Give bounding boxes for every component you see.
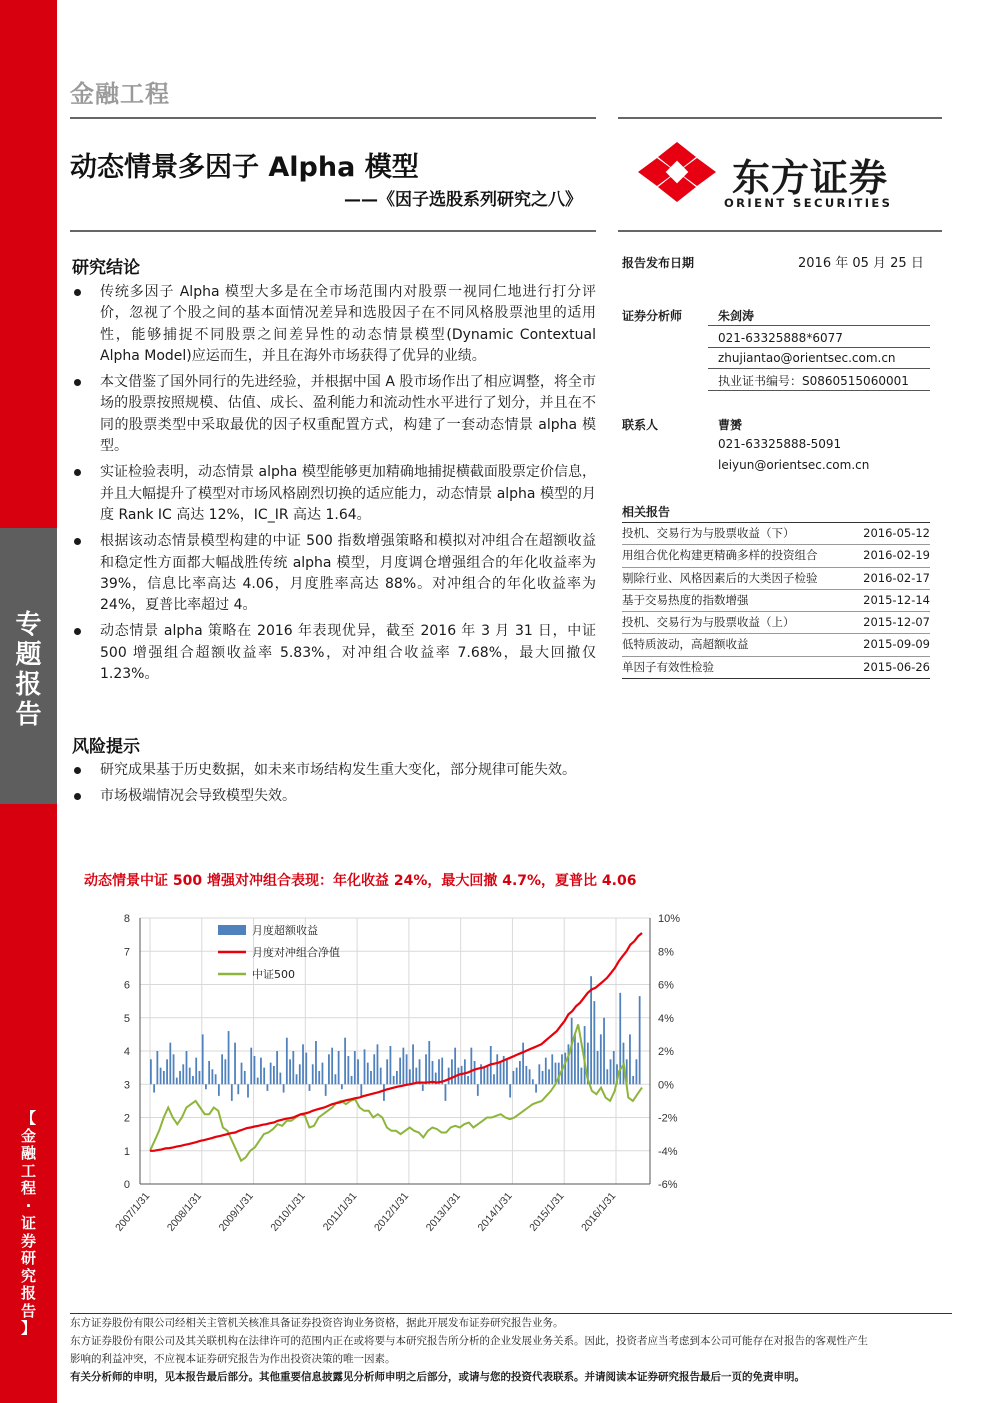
excess-return-bar [590, 976, 592, 1084]
list-item: 研究成果基于历史数据，如未来市场结构发生重大变化，部分规律可能失效。 [72, 760, 596, 781]
excess-return-bar [419, 1059, 421, 1084]
footer-disclaimer: 有关分析师的申明，见本报告最后部分。其他重要信息披露见分析师申明之后部分，或请与您的投资代表联系。并请阅读本证券研究报告最后一页的免责申明。 [70, 1371, 805, 1383]
list-item[interactable]: 投机、交易行为与股票收益（上） 2015-12-07 [622, 612, 930, 634]
excess-return-bar [581, 1068, 583, 1085]
chart-title: 动态情景中证 500 增强对冲组合表现：年化收益 24%，最大回撤 4.7%，夏普比 4.06 [84, 873, 637, 889]
excess-return-bar [613, 1051, 615, 1084]
header-rule-right [618, 117, 942, 119]
risks-list [72, 760, 596, 813]
excess-return-bar [309, 1084, 311, 1091]
excess-return-bar [373, 1054, 375, 1084]
footer-line: 影响的利益冲突，不应视本证券研究报告为作出投资决策的唯一因素。 [70, 1353, 396, 1365]
analyst-email[interactable]: zhujiantao@orientsec.com.cn [718, 351, 896, 365]
excess-return-bar [241, 1063, 243, 1085]
excess-return-bar [364, 1049, 366, 1084]
excess-return-bar [166, 1059, 168, 1084]
footer-line: 东方证券股份有限公司经相关主管机关核准具备证券投资咨询业务资格，据此开展发布证券研究报告业务。 [70, 1317, 564, 1329]
orient-logo-icon [636, 140, 718, 204]
excess-return-bar [283, 1084, 285, 1092]
title-rule-right [618, 230, 942, 232]
excess-return-bar [341, 1084, 343, 1089]
list-item: 实证检验表明，动态情景 alpha 模型能够更加精确地捕捉横截面股票定价信息，并且大幅提升了模型对市场风格剧烈切换的适应能力，动态情景 alpha 模型的月度 Rank IC 高达 12%，IC_IR 高达 1.64。 [72, 462, 596, 526]
excess-return-bar [470, 1048, 472, 1085]
y-tick-label-left: 2 [123, 1112, 130, 1125]
analyst-label: 证券分析师 [622, 309, 683, 323]
publish-date: 2016 年 05 月 25 日 [798, 256, 924, 271]
x-tick-label: 2014/1/31 [475, 1190, 515, 1234]
excess-return-bar [506, 1059, 508, 1084]
excess-return-bar [231, 1084, 233, 1101]
excess-return-bar [347, 1056, 349, 1084]
excess-return-bar [163, 1071, 165, 1084]
legend-label: 中证500 [252, 968, 295, 981]
excess-return-bar [383, 1084, 385, 1101]
x-tick-label: 2012/1/31 [371, 1190, 412, 1234]
x-tick-label: 2008/1/31 [164, 1190, 205, 1234]
excess-return-bar [315, 1041, 317, 1084]
excess-return-bar [179, 1071, 181, 1084]
excess-return-bar [380, 1068, 382, 1085]
excess-return-bar [199, 1071, 201, 1084]
excess-return-bar [606, 1069, 608, 1084]
divider [708, 325, 930, 326]
conclusions-list [72, 282, 596, 690]
excess-return-bar [279, 1073, 281, 1085]
excess-return-bar [176, 1078, 178, 1085]
excess-return-bar [354, 1051, 356, 1084]
x-tick-label: 2007/1/31 [113, 1190, 153, 1234]
excess-return-bar [390, 1046, 392, 1084]
excess-return-bar [335, 1074, 337, 1084]
excess-return-bar [509, 1084, 511, 1097]
excess-return-bar [493, 1074, 495, 1084]
excess-return-bar [215, 1074, 217, 1084]
bullet-icon [74, 793, 81, 800]
excess-return-bar [234, 1043, 236, 1085]
excess-return-bar [496, 1054, 498, 1084]
excess-return-bar [448, 1068, 450, 1085]
list-item: 市场极端情况会导致模型失效。 [72, 786, 596, 807]
excess-return-bar [545, 1058, 547, 1085]
excess-return-bar [593, 1001, 595, 1084]
y-tick-label-left: 7 [123, 946, 130, 959]
excess-return-bar [438, 1059, 440, 1084]
bullet-icon [74, 628, 81, 635]
y-tick-label-left: 5 [123, 1012, 130, 1025]
title-rule-left [70, 230, 596, 232]
excess-return-bar [603, 1018, 605, 1085]
excess-return-bar [257, 1078, 259, 1085]
y-tick-label-left: 8 [123, 913, 130, 925]
logo-english: ORIENT SECURITIES [724, 196, 893, 210]
excess-return-bar [270, 1063, 272, 1085]
contact-name: 曹赟 [718, 418, 743, 432]
excess-return-bar [370, 1071, 372, 1084]
excess-return-bar [212, 1069, 214, 1084]
publish-date-label: 报告发布日期 [622, 256, 695, 270]
excess-return-bar [221, 1054, 223, 1084]
excess-return-bar [273, 1066, 275, 1084]
excess-return-bar [477, 1084, 479, 1096]
excess-return-bar [299, 1064, 301, 1084]
excess-return-bar [432, 1061, 434, 1084]
excess-return-bar [525, 1066, 527, 1084]
excess-return-bar [218, 1084, 220, 1096]
related-reports-title: 相关报告 [622, 505, 671, 519]
x-tick-label: 2015/1/31 [527, 1190, 567, 1234]
excess-return-bar [305, 1053, 307, 1085]
excess-return-bar [532, 1079, 534, 1084]
excess-return-bar [422, 1084, 424, 1091]
x-tick-label: 2011/1/31 [320, 1190, 360, 1234]
risks-heading: 风险提示 [72, 737, 140, 757]
y-tick-label-right: 0% [658, 1079, 674, 1092]
excess-return-bar [632, 1076, 634, 1084]
side-series-label: 【 金 融 工 程 · 证 券 研 究 报 告 】 [20, 1109, 36, 1337]
excess-return-bar [551, 1054, 553, 1084]
list-item[interactable]: 基于交易热度的指数增强 2015-12-14 [622, 590, 930, 612]
excess-return-bar [500, 1063, 502, 1085]
excess-return-bar [406, 1054, 408, 1084]
excess-return-bar [487, 1066, 489, 1084]
excess-return-bar [169, 1043, 171, 1085]
excess-return-bar [331, 1048, 333, 1085]
excess-return-bar [396, 1071, 398, 1084]
list-item[interactable]: 投机、交易行为与股票收益（下） 2016-05-12 [622, 523, 930, 545]
excess-return-bar [195, 1058, 197, 1085]
excess-return-bar [328, 1054, 330, 1084]
list-item: 本文借鉴了国外同行的先进经验，并根据中国 A 股市场作出了相应调整，将全市场的股票按照规模、估值、成长、盈利能力和流动性水平进行了划分，并且在不同的股票类型中采取最优的因子权重配置方式，构建了一套动态情景 alpha 模型。 [72, 372, 596, 457]
excess-return-bar [571, 1018, 573, 1085]
y-tick-label-left: 1 [123, 1145, 130, 1158]
excess-return-bar [535, 1084, 537, 1092]
excess-return-bar [318, 1071, 320, 1084]
excess-return-bar [516, 1068, 518, 1085]
footer-line: 东方证券股份有限公司及其关联机构在法律许可的范围内正在或将要与本研究报告所分析的企业发展业务关系。因此，投资者应当考虑到本公司可能存在对报告的客观性产生 [70, 1335, 868, 1347]
y-tick-label-right: 8% [658, 946, 674, 959]
excess-return-bar [474, 1061, 476, 1084]
excess-return-bar [629, 1034, 631, 1084]
list-item[interactable]: 单因子有效性检验 2015-06-26 [622, 657, 930, 679]
y-tick-label-right: 6% [658, 979, 674, 992]
y-tick-label-right: 10% [658, 913, 681, 925]
legend-swatch [218, 925, 246, 935]
excess-return-bar [513, 1071, 515, 1084]
divider [708, 368, 930, 369]
conclusions-heading: 研究结论 [72, 258, 140, 278]
x-tick-label: 2013/1/31 [423, 1190, 463, 1234]
excess-return-bar [464, 1059, 466, 1084]
excess-return-bar [286, 1038, 288, 1085]
excess-return-bar [451, 1059, 453, 1084]
excess-return-bar [276, 1051, 278, 1084]
analyst-cert: 执业证书编号：S0860515060001 [718, 374, 909, 388]
analyst-name: 朱剑涛 [718, 309, 755, 323]
excess-return-bar [574, 1034, 576, 1084]
list-item[interactable]: 剔除行业、风格因素后的大类因子检验 2016-02-17 [622, 568, 930, 590]
excess-return-bar [542, 1071, 544, 1084]
analyst-phone: 021-63325888*6077 [718, 331, 843, 345]
excess-return-bar [351, 1076, 353, 1084]
excess-return-bar [454, 1048, 456, 1085]
excess-return-bar [263, 1068, 265, 1085]
list-item: 动态情景 alpha 策略在 2016 年表现优异，截至 2016 年 3 月 31 日，中证 500 增强组合超额收益率 5.83%，对冲组合收益率 7.68%，最大回撤仅 1.23%。 [72, 621, 596, 685]
excess-return-bar [296, 1074, 298, 1084]
excess-return-bar [610, 1059, 612, 1084]
excess-return-bar [597, 1051, 599, 1084]
bullet-icon [74, 538, 81, 545]
excess-return-bar [522, 1043, 524, 1085]
excess-return-bar [267, 1084, 269, 1091]
contact-email[interactable]: leiyun@orientsec.com.cn [718, 458, 870, 472]
excess-return-bar [600, 1034, 602, 1084]
excess-return-bar [428, 1041, 430, 1084]
excess-return-bar [224, 1059, 226, 1084]
report-subtitle: ——《因子选股系列研究之八》 [344, 190, 582, 210]
excess-return-bar [254, 1056, 256, 1084]
bullet-icon [74, 469, 81, 476]
y-tick-label-right: 2% [658, 1046, 674, 1058]
excess-return-bar [636, 1059, 638, 1084]
excess-return-bar [519, 1061, 521, 1084]
report-title: 动态情景多因子 Alpha 模型 [70, 152, 419, 183]
excess-return-bar [568, 1044, 570, 1084]
y-tick-label-right: 4% [658, 1012, 674, 1025]
excess-return-bar [467, 1076, 469, 1084]
y-tick-label-left: 0 [123, 1179, 130, 1191]
excess-return-bar [189, 1068, 191, 1085]
footer-rule [70, 1313, 952, 1314]
excess-return-bar [577, 1043, 579, 1085]
excess-return-bar [156, 1051, 158, 1084]
excess-return-bar [322, 1063, 324, 1085]
excess-return-bar [338, 1051, 340, 1084]
excess-return-bar [393, 1076, 395, 1084]
excess-return-bar [425, 1054, 427, 1084]
excess-return-bar [357, 1059, 359, 1084]
contact-phone: 021-63325888-5091 [718, 437, 842, 451]
excess-return-bar [160, 1068, 162, 1085]
y-tick-label-left: 6 [123, 979, 130, 992]
excess-return-bar [153, 1084, 155, 1092]
excess-return-bar [386, 1059, 388, 1084]
excess-return-bar [377, 1044, 379, 1084]
y-tick-label-left: 3 [123, 1079, 130, 1092]
excess-return-bar [250, 1048, 252, 1085]
bullet-icon [74, 379, 81, 386]
excess-return-bar [247, 1084, 249, 1097]
excess-return-bar [186, 1051, 188, 1084]
excess-return-bar [208, 1061, 210, 1084]
excess-return-bar [325, 1084, 327, 1096]
header-rule-left [70, 117, 596, 119]
excess-return-bar [260, 1058, 262, 1085]
y-tick-label-right: -6% [658, 1179, 678, 1191]
list-item: 传统多因子 Alpha 模型大多是在全市场范围内对股票一视同仁地进行打分评价，忽视了个股之间的基本面情况差异和选股因子在不同风格股票池里的适用性，能够捕捉不同股票之间差异性的动态情景模型(Dynamic Contextual Alpha Model)应运而生，并且在海外市场获得了优异的业绩。 [72, 282, 596, 367]
excess-return-bar [237, 1084, 239, 1094]
excess-return-bar [289, 1059, 291, 1084]
y-tick-label-left: 4 [123, 1046, 130, 1058]
excess-return-bar [150, 1059, 152, 1084]
excess-return-bar [182, 1064, 184, 1084]
excess-return-bar [639, 996, 641, 1084]
bullet-icon [74, 289, 81, 296]
excess-return-bar [192, 1076, 194, 1084]
x-tick-label: 2009/1/31 [216, 1190, 256, 1234]
excess-return-bar [548, 1069, 550, 1084]
excess-return-bar [344, 1038, 346, 1085]
performance-chart [60, 900, 720, 1260]
list-item: 根据该动态情景模型构建的中证 500 指数增强策略和模拟对冲组合在超额收益和稳定性方面都大幅战胜传统 alpha 模型，月度调仓增强组合的年化收益率为 39%，信息比率高达 4.06，月度胜率高达 88%。对冲组合的年化收益率为 24%，夏普比率超过 4。 [72, 531, 596, 616]
related-reports-list [622, 522, 930, 679]
excess-return-bar [302, 1044, 304, 1084]
series-line [150, 933, 642, 1151]
excess-return-bar [445, 1084, 447, 1101]
divider [708, 347, 930, 348]
y-tick-label-right: -4% [658, 1145, 678, 1158]
excess-return-bar [529, 1069, 531, 1084]
list-item[interactable]: 用组合优化构建更精确多样的投资组合 2016-02-19 [622, 545, 930, 567]
excess-return-bar [412, 1044, 414, 1084]
excess-return-bar [205, 1084, 207, 1089]
excess-return-bar [244, 1071, 246, 1084]
excess-return-bar [228, 1031, 230, 1084]
excess-return-bar [202, 1034, 204, 1084]
excess-return-bar [312, 1064, 314, 1084]
excess-return-bar [367, 1063, 369, 1085]
y-tick-label-right: -2% [658, 1112, 678, 1125]
logo-chinese: 东方证券 [732, 156, 889, 200]
report-category: 金融工程 [70, 80, 170, 108]
legend-label: 月度超额收益 [252, 924, 318, 937]
legend-label: 月度对冲组合净值 [252, 946, 340, 959]
list-item[interactable]: 低特质波动，高超额收益 2015-09-09 [622, 634, 930, 656]
excess-return-bar [538, 1064, 540, 1084]
bullet-icon [74, 767, 81, 774]
excess-return-bar [292, 1051, 294, 1084]
side-topic-label: 专 题 报 告 [15, 610, 42, 730]
excess-return-bar [399, 1058, 401, 1085]
excess-return-bar [564, 1053, 566, 1085]
divider [708, 390, 930, 391]
excess-return-bar [483, 1068, 485, 1085]
excess-return-bar [409, 1069, 411, 1084]
excess-return-bar [402, 1048, 404, 1085]
contact-label: 联系人 [622, 418, 659, 432]
x-tick-label: 2016/1/31 [579, 1190, 619, 1234]
excess-return-bar [173, 1054, 175, 1084]
x-tick-label: 2010/1/31 [268, 1190, 308, 1234]
